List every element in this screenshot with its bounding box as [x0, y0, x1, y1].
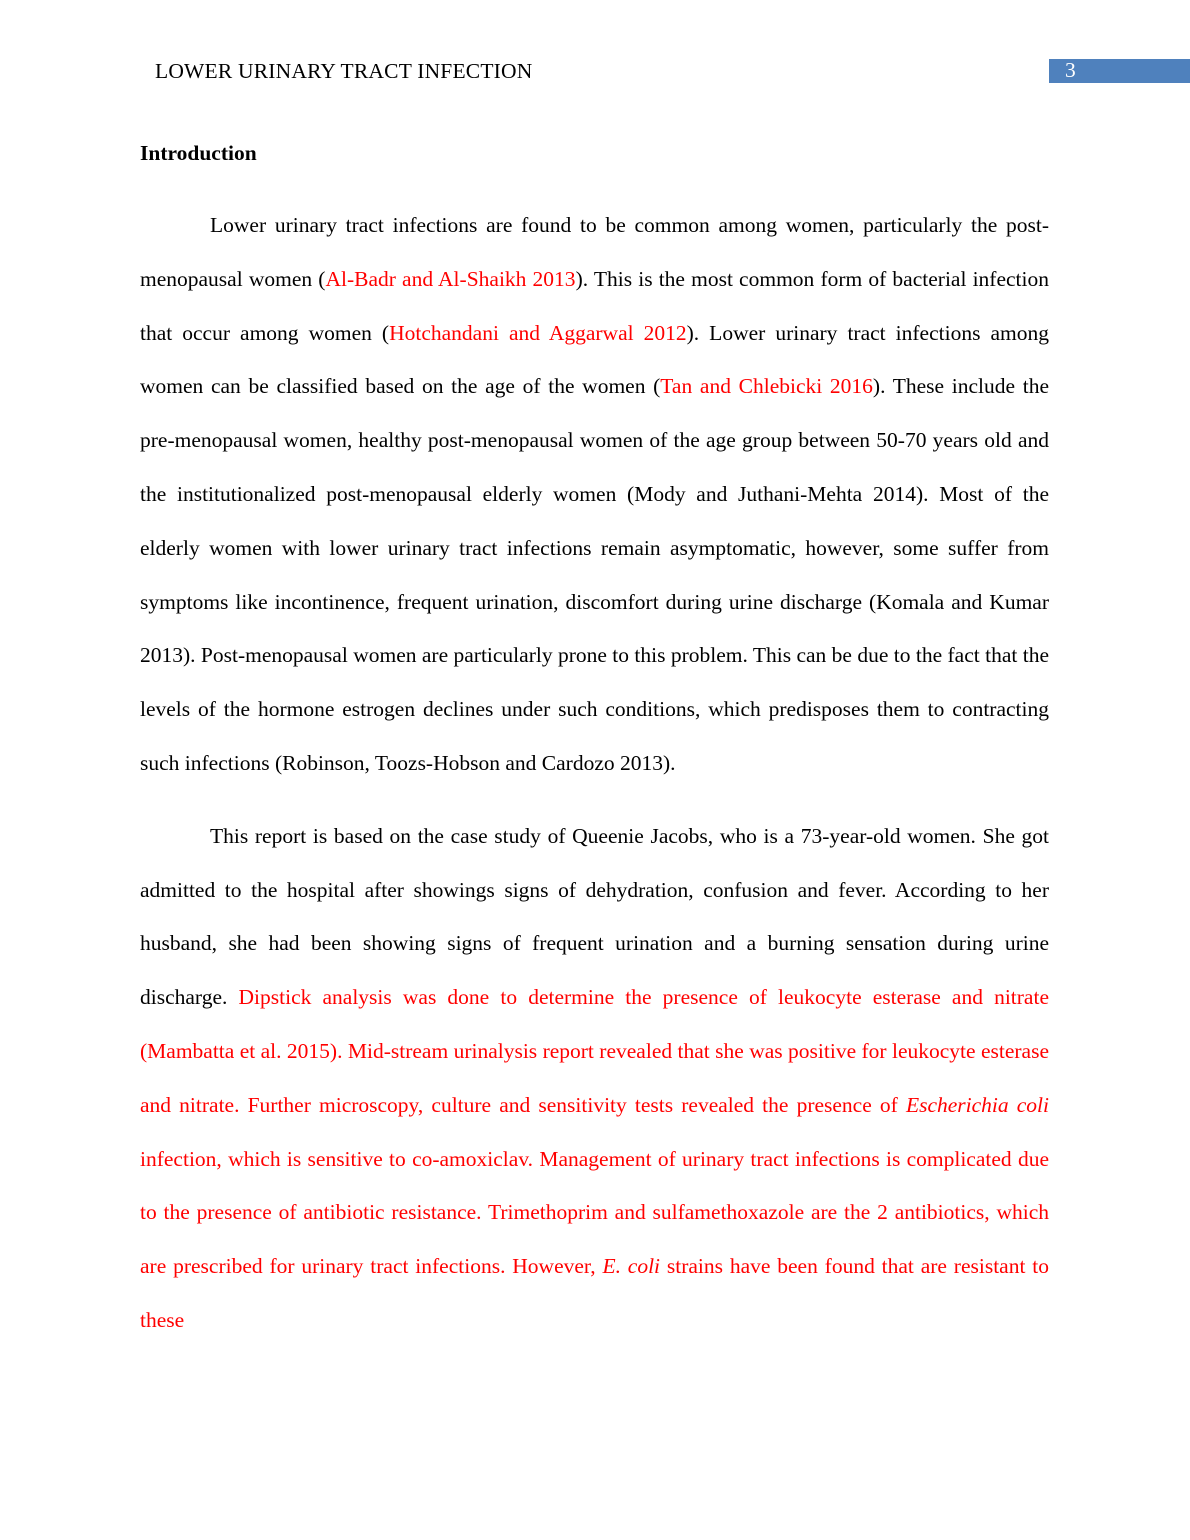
highlighted-italic-text: E. coli — [602, 1254, 661, 1279]
citation-link[interactable]: Tan and Chlebicki 2016 — [660, 374, 873, 399]
intro-paragraph-2 — [140, 791, 1049, 1348]
section-heading: Introduction — [140, 141, 257, 165]
paragraph-text: ). These include the pre-menopausal women, healthy post-menopausal women of the age group between 50-70 years old and the institutionalized post-menopausal elderly women (Mody and Juthani-Mehta 2014). Most of the elderly women with lower urinary tract infections remain asymptomatic, however, some suffer from symptoms like incontinence, frequent urination, discomfort during urine discharge (Komala and Kumar 2013). Post-menopausal women are particularly prone to this problem. This can be due to the fact that the levels of the hormone estrogen declines under such conditions, which predisposes them to contracting such infections (Robinson, Toozs-Hobson and Cardozo 2013). — [140, 374, 1049, 775]
highlighted-italic-text: Escherichia coli — [905, 1092, 1049, 1117]
intro-paragraph-1 — [140, 180, 1049, 791]
paragraph-text: ). Lower urinary tract infections among women can be classified based on the age of the women ( — [140, 320, 1049, 399]
running-header-title: LOWER URINARY TRACT INFECTION — [155, 59, 533, 83]
paragraph-text: This report is based on the case study of Queenie Jacobs, who is a 73-year-old women. She got admitted to the hospital after showings signs of dehydration, confusion and fever. According to her husband, she had been showing signs of frequent urination and a burning sensation during urine discharge. — [140, 823, 1049, 1010]
body-content — [140, 126, 1049, 1348]
page-number: 3 — [1065, 58, 1076, 82]
citation-link[interactable]: Al-Badr and Al-Shaikh 2013 — [325, 266, 576, 291]
citation-link[interactable]: Hotchandani and Aggarwal 2012 — [389, 320, 687, 345]
page-number-badge — [1049, 59, 1190, 83]
paragraph-text: ). This is the most common form of bacterial infection that occur among women ( — [140, 266, 1049, 345]
paragraph-text: Lower urinary tract infections are found to be common among women, particularly the post-menopausal women ( — [140, 213, 1049, 291]
highlighted-text: infection, which is sensitive to co-amoxiclav. Management of urinary tract infections is complicated due to the presence of antibiotic resistance. Trimethoprim and sulfamethoxazole are the 2 antibiotics, which are prescribed for urinary tract infections. However, — [140, 1146, 1049, 1279]
highlighted-text: strains have been found that are resistant to these — [140, 1254, 1050, 1332]
highlighted-text: Dipstick analysis was done to determine the presence of leukocyte esterase and nitrate (Mambatta et al. 2015). Mid-stream urinalysis report revealed that she was positive for leukocyte esterase and nitrate. Further microscopy, culture and sensitivity tests revealed the presence of — [140, 985, 1049, 1117]
